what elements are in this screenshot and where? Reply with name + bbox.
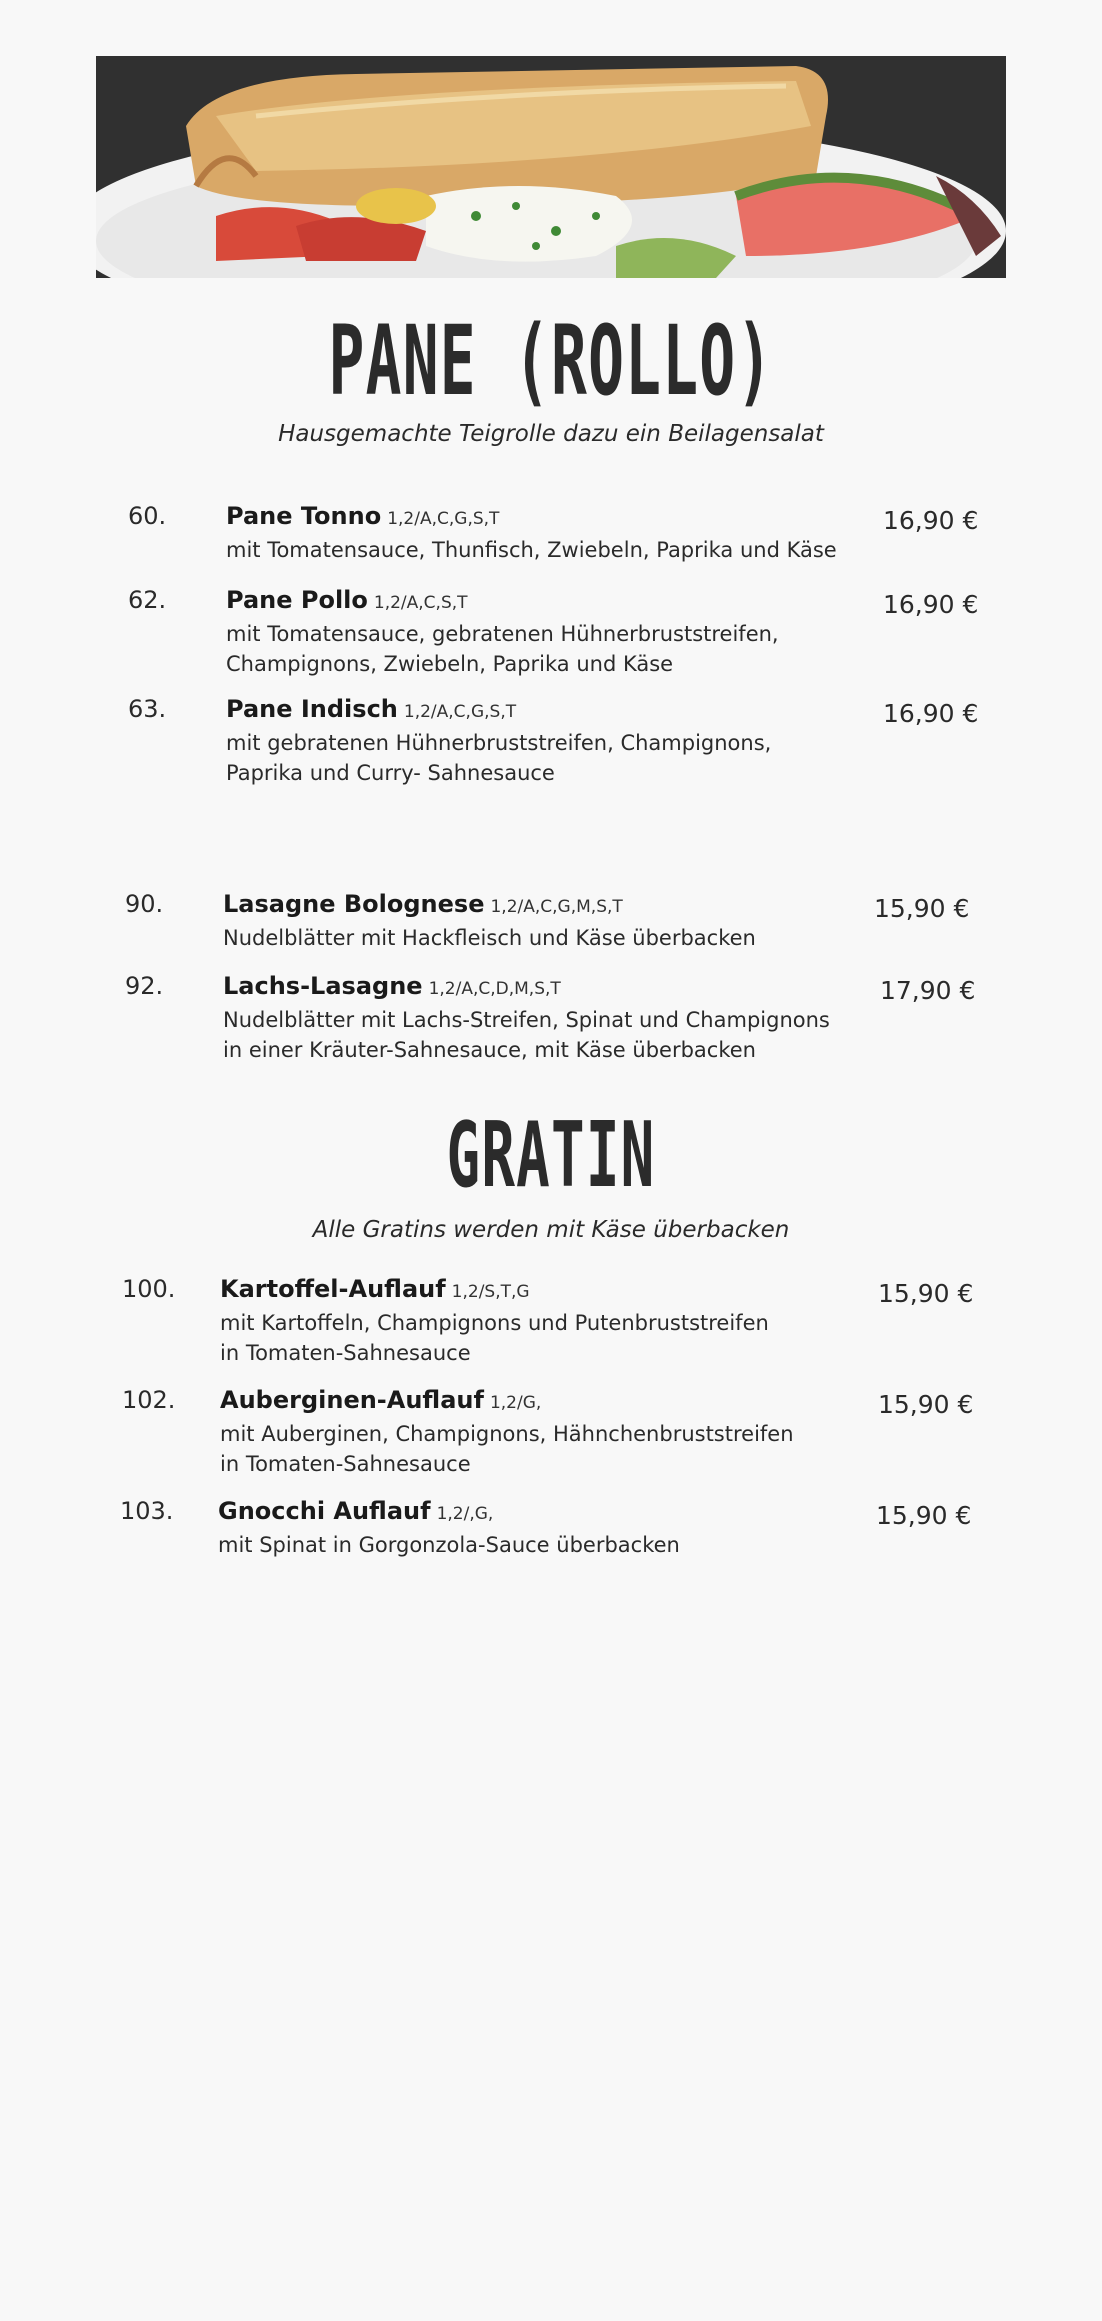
- section-subtitle-pane: Hausgemachte Teigrolle dazu ein Beilagensalat: [278, 421, 824, 447]
- allergen-codes: 1,2/A,C,G,M,S,T: [490, 897, 623, 917]
- item-description: mit gebratenen Hühnerbruststreifen, Champignons, Paprika und Curry- Sahnesauce: [226, 731, 772, 785]
- allergen-codes: 1,2/A,C,S,T: [373, 593, 468, 613]
- item-name: Gnocchi Auflauf 1,2/,G,: [218, 1497, 494, 1525]
- item-price: 16,90 €: [883, 699, 979, 728]
- item-name: Pane Tonno 1,2/A,C,G,S,T: [226, 502, 500, 530]
- item-description: mit Tomatensauce, Thunfisch, Zwiebeln, Paprika und Käse: [226, 538, 837, 562]
- item-number: 92.: [125, 972, 164, 1000]
- item-description: mit Auberginen, Champignons, Hähnchenbruststreifen in Tomaten-Sahnesauce: [220, 1422, 794, 1476]
- item-number: 63.: [128, 695, 167, 723]
- item-number: 60.: [128, 502, 167, 530]
- section-title-pane: PANE (ROLLO): [328, 305, 774, 417]
- item-name: Auberginen-Auflauf 1,2/G,: [220, 1386, 542, 1414]
- allergen-codes: 1,2/A,C,G,S,T: [387, 509, 500, 529]
- item-description: mit Kartoffeln, Champignons und Putenbruststreifen in Tomaten-Sahnesauce: [220, 1311, 769, 1365]
- item-name: Lasagne Bolognese 1,2/A,C,G,M,S,T: [223, 890, 623, 918]
- item-description: Nudelblätter mit Hackfleisch und Käse überbacken: [223, 926, 756, 950]
- section-title-gratin: GRATIN: [446, 1103, 656, 1208]
- pane-rollo-photo-illustration: [96, 56, 1006, 278]
- item-name: Kartoffel-Auflauf 1,2/S,T,G: [220, 1275, 530, 1303]
- item-number: 100.: [122, 1275, 176, 1303]
- section-subtitle-gratin: Alle Gratins werden mit Käse überbacken: [312, 1217, 790, 1243]
- allergen-codes: 1,2/,G,: [436, 1504, 494, 1524]
- item-price: 16,90 €: [883, 590, 979, 619]
- item-price: 15,90 €: [874, 894, 970, 923]
- item-number: 102.: [122, 1386, 176, 1414]
- item-name: Lachs-Lasagne 1,2/A,C,D,M,S,T: [223, 972, 561, 1000]
- item-name: Pane Indisch 1,2/A,C,G,S,T: [226, 695, 517, 723]
- allergen-codes: 1,2/G,: [489, 1393, 542, 1413]
- item-description: mit Tomatensauce, gebratenen Hühnerbruststreifen, Champignons, Zwiebeln, Paprika und Käse: [226, 622, 779, 676]
- hero-food-photo: [96, 56, 1006, 278]
- item-number: 62.: [128, 586, 167, 614]
- item-price: 15,90 €: [878, 1279, 974, 1308]
- item-price: 16,90 €: [883, 506, 979, 535]
- allergen-codes: 1,2/S,T,G: [451, 1282, 530, 1302]
- allergen-codes: 1,2/A,C,G,S,T: [403, 702, 517, 722]
- item-number: 90.: [125, 890, 164, 918]
- allergen-codes: 1,2/A,C,D,M,S,T: [428, 979, 561, 999]
- item-description: Nudelblätter mit Lachs-Streifen, Spinat und Champignons in einer Kräuter-Sahnesauce, mit Käse überbacken: [223, 1008, 830, 1062]
- item-description: mit Spinat in Gorgonzola-Sauce überbacken: [218, 1533, 680, 1557]
- item-number: 103.: [120, 1497, 174, 1525]
- item-name: Pane Pollo 1,2/A,C,S,T: [226, 586, 468, 614]
- item-price: 15,90 €: [876, 1501, 972, 1530]
- item-price: 15,90 €: [878, 1390, 974, 1419]
- item-price: 17,90 €: [880, 976, 976, 1005]
